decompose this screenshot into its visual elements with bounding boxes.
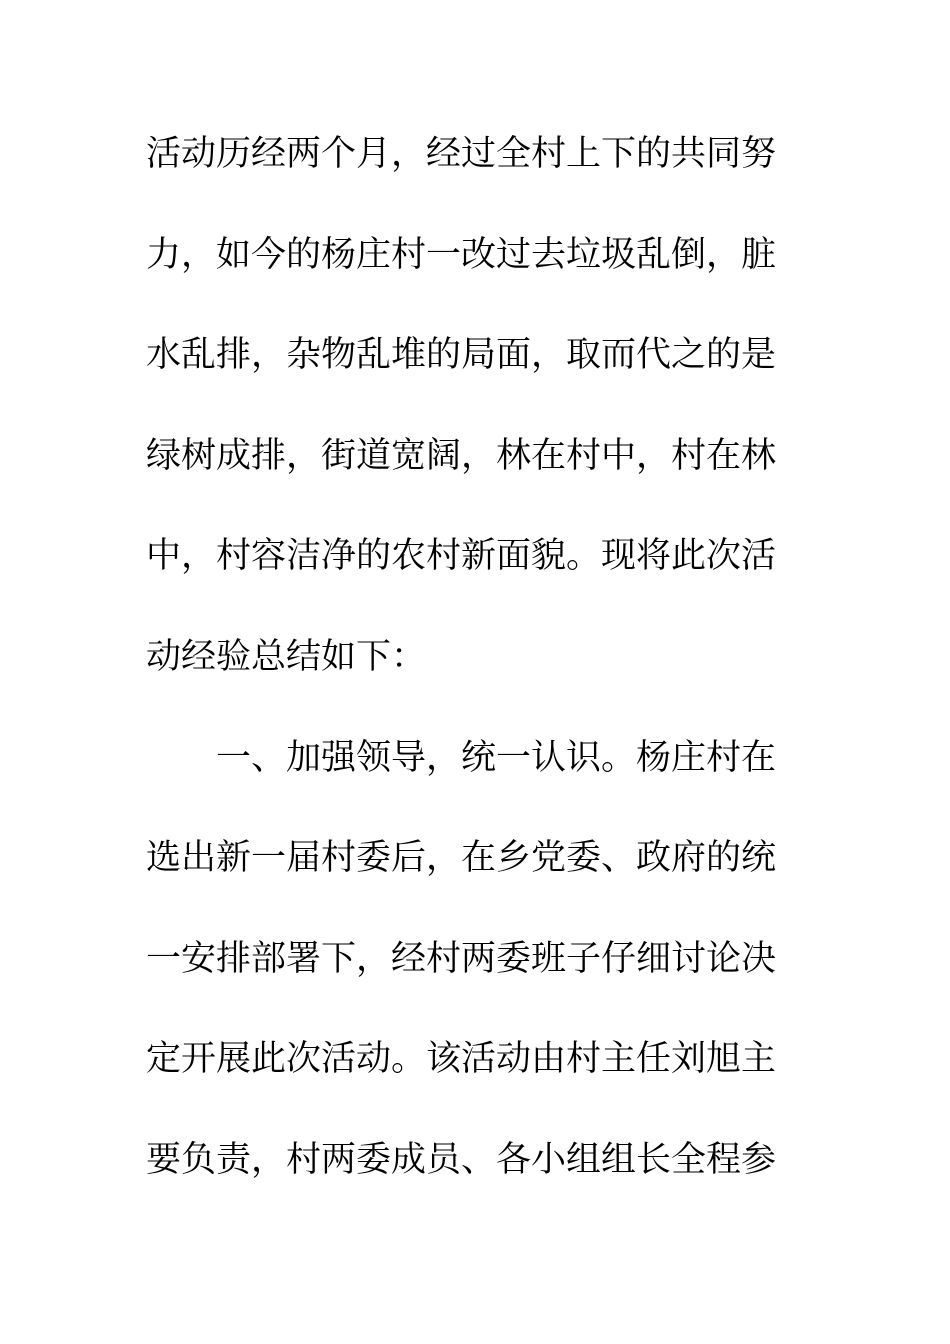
text-line: 力，如今的杨庄村一改过去垃圾乱倒，脏	[146, 234, 777, 275]
paragraph-first-line: 一、加强领导，统一认识。杨庄村在	[216, 737, 777, 778]
text-line: 动经验总结如下：	[146, 636, 427, 677]
text-line: 一安排部署下，经村两委班子仔细讨论决	[146, 938, 777, 979]
text-line: 活动历经两个月，经过全村上下的共同努	[146, 134, 777, 174]
text-line: 绿树成排，街道宽阔，林在村中，村在林	[146, 435, 777, 476]
text-line: 要负责，村两委成员、各小组组长全程参	[146, 1139, 777, 1180]
text-line: 水乱排，杂物乱堆的局面，取而代之的是	[146, 335, 777, 376]
text-line: 选出新一届村委后，在乡党委、政府的统	[146, 838, 777, 879]
text-line: 定开展此次活动。该活动由村主任刘旭主	[146, 1039, 777, 1080]
document-body	[146, 128, 786, 1235]
text-line: 中，村容洁净的农村新面貌。现将此次活	[146, 536, 777, 577]
